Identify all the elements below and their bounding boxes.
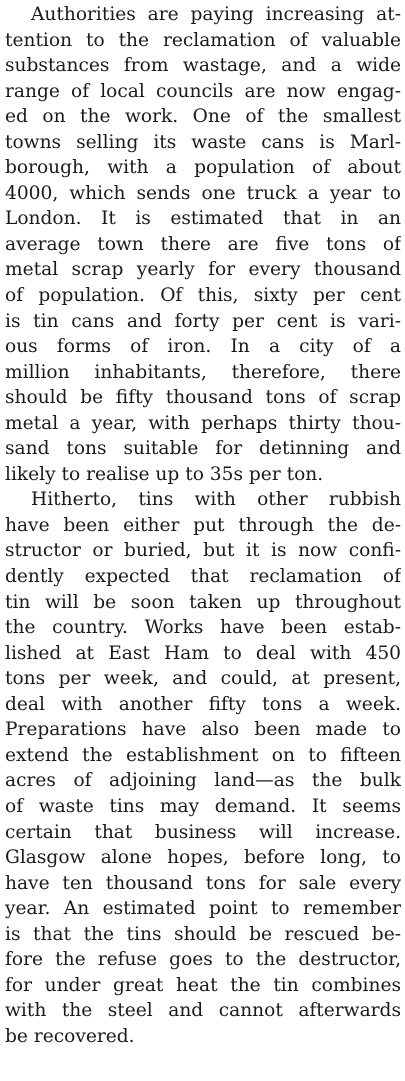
text-line: be recovered. (5, 1025, 135, 1047)
text-line: likely to realise up to 35s per ton. (5, 463, 324, 485)
text-line: have been either put through the de- (5, 514, 401, 536)
text-line: year. An estimated point to remember (5, 898, 401, 920)
text-line: extend the establishment on to fifteen (5, 744, 401, 766)
paragraph-2 (5, 487, 401, 1049)
text-line: sand tons suitable for detinning and (5, 438, 401, 460)
text-line: for under great heat the tin combines (5, 974, 401, 996)
text-line: towns selling its waste cans is Marl- (5, 131, 401, 153)
text-line: metal scrap yearly for every thousand (5, 259, 401, 281)
text-line: Hitherto, tins with other rubbish (31, 489, 401, 511)
text-line: of waste tins may demand. It seems (5, 795, 401, 817)
text-line: ous forms of iron. In a city of a (5, 336, 401, 358)
text-line: metal a year, with perhaps thirty thou- (5, 412, 401, 434)
paragraph-1 (5, 2, 401, 487)
text-line: is tin cans and forty per cent is vari- (5, 310, 401, 332)
text-line: range of local councils are now engag- (5, 80, 401, 102)
text-line: deal with another fifty tons a week. (5, 693, 401, 715)
text-line: tention to the reclamation of valuable (5, 29, 401, 51)
text-line: Glasgow alone hopes, before long, to (5, 847, 401, 869)
text-line: average town there are five tons of (5, 233, 401, 255)
text-line: borough, with a population of about (5, 157, 401, 179)
text-line: have ten thousand tons for sale every (5, 872, 401, 894)
text-line: certain that business will increase. (5, 821, 401, 843)
text-line: acres of adjoining land—as the bulk (5, 770, 401, 792)
text-line: Authorities are paying increasing at- (31, 4, 401, 25)
text-line: should be fifty thousand tons of scrap (5, 387, 401, 409)
text-line: substances from wastage, and a wide (5, 55, 401, 77)
text-line: 4000, which sends one truck a year to (5, 182, 401, 204)
text-line: the country. Works have been estab- (5, 617, 401, 639)
text-line: tin will be soon taken up throughout (5, 591, 401, 613)
text-line: of population. Of this, sixty per cent (5, 285, 401, 307)
text-line: London. It is estimated that in an (5, 208, 401, 230)
text-line: fore the refuse goes to the destructor, (5, 949, 401, 971)
text-line: ed on the work. One of the smallest (5, 106, 401, 128)
text-line: with the steel and cannot afterwards (5, 1000, 401, 1022)
text-line: is that the tins should be rescued be- (5, 923, 401, 945)
text-line: tons per week, and could, at present, (5, 668, 401, 690)
text-line: million inhabitants, therefore, there (5, 361, 401, 383)
newspaper-article (5, 2, 401, 1049)
text-line: structor or buried, but it is now confi- (5, 540, 401, 562)
text-line: lished at East Ham to deal with 450 (5, 642, 401, 664)
text-line: Preparations have also been made to (5, 719, 401, 741)
text-line: dently expected that reclamation of (5, 566, 401, 588)
